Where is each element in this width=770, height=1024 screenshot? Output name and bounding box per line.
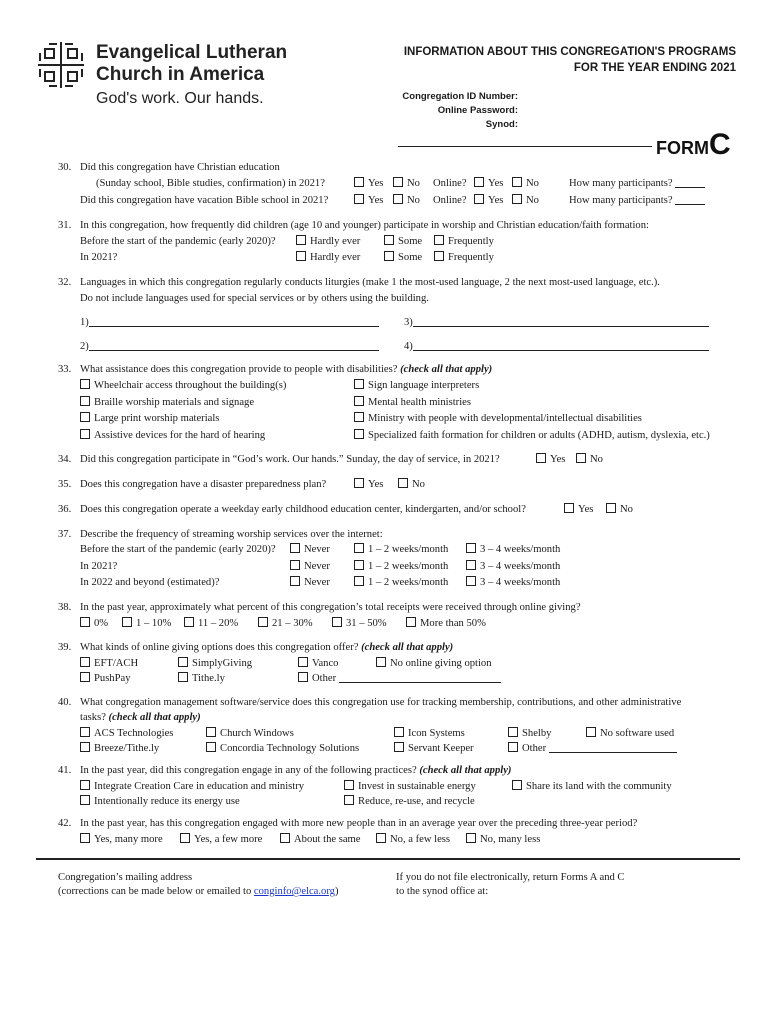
checkbox[interactable]	[564, 503, 574, 513]
q40-opt-3[interactable]	[508, 727, 551, 740]
checkbox[interactable]	[384, 235, 394, 245]
label: tasks?	[80, 712, 106, 723]
checkbox[interactable]	[258, 617, 268, 627]
q35-text: Does this congregation have a disaster preparedness plan?	[80, 479, 327, 490]
label: Servant Keeper	[408, 743, 474, 754]
q37c-opt2[interactable]	[354, 576, 448, 589]
checkbox[interactable]	[512, 194, 522, 204]
checkbox[interactable]	[376, 657, 386, 667]
label: Some	[398, 236, 423, 247]
checkbox[interactable]	[80, 617, 90, 627]
q37-row-1-label: In 2021?	[80, 561, 118, 572]
q33-opt-right-1[interactable]	[354, 396, 471, 409]
q30b-no[interactable]	[393, 194, 420, 207]
checkbox[interactable]	[298, 672, 308, 682]
checkbox[interactable]	[508, 727, 518, 737]
label: No	[590, 454, 603, 465]
q34-yes[interactable]	[536, 453, 565, 466]
checkbox[interactable]	[398, 478, 408, 488]
label: Shelby	[522, 728, 552, 739]
label: Other	[522, 743, 547, 754]
q31b-some[interactable]	[384, 251, 422, 264]
label: 31 – 50%	[346, 618, 387, 629]
label: Invest in sustainable energy	[358, 781, 476, 792]
q38-opt-5[interactable]	[406, 617, 486, 630]
checkbox[interactable]	[184, 617, 194, 627]
checkbox[interactable]	[290, 543, 300, 553]
label: (corrections can be made below or emailed to	[58, 886, 254, 897]
checkbox[interactable]	[508, 742, 518, 752]
label: Other	[312, 673, 337, 684]
q35-number: 35.	[58, 479, 72, 490]
checkbox[interactable]	[80, 833, 90, 843]
label: Yes	[578, 504, 594, 515]
form-letter: C	[709, 128, 731, 161]
checkbox[interactable]	[384, 251, 394, 261]
label: )	[334, 886, 339, 897]
label: Large print worship materials	[94, 413, 220, 424]
q32-text2: Do not include languages used for special services or by others using the building.	[80, 293, 429, 304]
checkbox[interactable]	[280, 833, 290, 843]
label: Yes	[368, 178, 384, 189]
checkbox[interactable]	[354, 543, 364, 553]
label: 21 – 30%	[272, 618, 313, 629]
label: Yes	[368, 479, 384, 490]
q31-number: 31.	[58, 220, 72, 231]
label: Never	[304, 561, 330, 572]
label: SimplyGiving	[192, 658, 253, 669]
return-instructions-line2: to the synod office at:	[396, 886, 489, 897]
q42-opt-0[interactable]	[80, 833, 163, 846]
q36-yes[interactable]	[564, 503, 593, 516]
form-label	[656, 128, 731, 162]
checkbox[interactable]	[354, 429, 364, 439]
q30-line2: Did this congregation have vacation Bible school in 2021?	[80, 195, 329, 206]
q30-text: Did this congregation have Christian education	[80, 162, 280, 173]
checkbox[interactable]	[466, 543, 476, 553]
tagline: God's work. Our hands.	[96, 90, 264, 107]
participants-field[interactable]	[675, 177, 705, 188]
label: Yes, many more	[94, 834, 163, 845]
checkbox[interactable]	[80, 672, 90, 682]
checkbox[interactable]	[80, 780, 90, 790]
q38-text: In the past year, approximately what percent of this congregation’s total receipts were received through online giving?	[80, 602, 581, 613]
q42-opt-3[interactable]	[376, 833, 450, 846]
label: About the same	[294, 834, 361, 845]
q30a-participants	[569, 177, 705, 190]
label: 0%	[94, 618, 109, 629]
q41-opt-1[interactable]	[344, 780, 476, 793]
q42-opt-1[interactable]	[180, 833, 262, 846]
q31a-frequently[interactable]	[434, 235, 494, 248]
q34-text: Did this congregation participate in “God’s work. Our hands.” Sunday, the day of service, in 2021?	[80, 454, 500, 465]
label: Frequently	[448, 236, 494, 247]
checkbox[interactable]	[80, 657, 90, 667]
q30a-online-no[interactable]	[512, 177, 539, 190]
label: Yes, a few more	[194, 834, 263, 845]
q40-number: 40.	[58, 697, 72, 708]
label: No	[526, 195, 539, 206]
q33-opt-left-2[interactable]	[80, 412, 219, 425]
label: Assistive devices for the hard of hearing	[94, 430, 266, 441]
checkbox[interactable]	[536, 453, 546, 463]
label: What kinds of online giving options does this congregation offer?	[80, 642, 359, 653]
checkbox[interactable]	[512, 177, 522, 187]
label: 1 – 10%	[136, 618, 172, 629]
label: No online giving option	[390, 658, 492, 669]
q42-opt-4[interactable]	[466, 833, 540, 846]
label: Some	[398, 252, 423, 263]
checkbox[interactable]	[296, 251, 306, 261]
checkbox[interactable]	[354, 379, 364, 389]
q30a-yes[interactable]	[354, 177, 383, 190]
checkbox[interactable]	[80, 429, 90, 439]
online-password-label: Online Password:	[437, 105, 518, 116]
label: In the past year, did this congregation engage in any of the following practices?	[80, 765, 417, 776]
label: Hardly ever	[310, 236, 361, 247]
label: Integrate Creation Care in education and ministry	[94, 781, 305, 792]
checkbox[interactable]	[290, 560, 300, 570]
language-2-field[interactable]	[89, 340, 379, 351]
label: No software used	[600, 728, 675, 739]
q30-line1: (Sunday school, Bible studies, confirmation) in 2021?	[96, 178, 325, 189]
checkbox[interactable]	[434, 251, 444, 261]
q34-no[interactable]	[576, 453, 603, 466]
q30-number: 30.	[58, 162, 72, 173]
q42-text: In the past year, has this congregation engaged with more new people than in an average year over the preceding three-year period?	[80, 818, 638, 829]
label: EFT/ACH	[94, 658, 139, 669]
checkbox[interactable]	[178, 672, 188, 682]
checkbox[interactable]	[466, 560, 476, 570]
q33-number: 33.	[58, 364, 72, 375]
label: Wheelchair access throughout the building(s)	[94, 380, 287, 391]
q41-opt-3[interactable]	[80, 795, 240, 808]
label: Yes	[550, 454, 566, 465]
q40-opt-4[interactable]	[586, 727, 674, 740]
q37a-never[interactable]	[290, 543, 330, 556]
label: No	[407, 195, 420, 206]
language-2	[80, 340, 379, 353]
form-word: FORM	[656, 138, 709, 158]
org-name-line2: Church in America	[96, 64, 265, 85]
label: Braille worship materials and signage	[94, 397, 255, 408]
q33-opt-left-3[interactable]	[80, 429, 265, 442]
checkbox[interactable]	[122, 617, 132, 627]
q36-text: Does this congregation operate a weekday early childhood education center, kindergarten, and/or school?	[80, 504, 526, 515]
q30a-online-label: Online?	[433, 178, 467, 189]
label: Yes	[488, 178, 504, 189]
checkbox[interactable]	[206, 742, 216, 752]
org-name-line1: Evangelical Lutheran	[96, 42, 288, 63]
q30b-online-no[interactable]	[512, 194, 539, 207]
q35-no[interactable]	[398, 478, 425, 491]
checkbox[interactable]	[80, 396, 90, 406]
q41-opt-4[interactable]	[344, 795, 475, 808]
q31-before-label: Before the start of the pandemic (early 2020)?	[80, 236, 276, 247]
checkbox[interactable]	[206, 727, 216, 737]
checkbox[interactable]	[80, 379, 90, 389]
q32-text1: Languages in which this congregation regularly conducts liturgies (make 1 the most-used language, 2 the next most-used language, etc.).	[80, 277, 660, 288]
label: 3 – 4 weeks/month	[480, 577, 561, 588]
checkbox[interactable]	[512, 780, 522, 790]
language-1-field[interactable]	[89, 316, 379, 327]
q40-opt-5[interactable]	[80, 742, 159, 755]
label: Icon Systems	[408, 728, 465, 739]
mailing-address-label: Congregation’s mailing address	[58, 872, 193, 883]
q42-number: 42.	[58, 818, 72, 829]
return-instructions-line1: If you do not file electronically, return Forms A and C	[396, 872, 625, 883]
check-all-note: (check all that apply)	[419, 765, 512, 776]
label: Tithe.ly	[192, 673, 225, 684]
q41-opt-0[interactable]	[80, 780, 304, 793]
q41-number: 41.	[58, 765, 72, 776]
language-4	[404, 340, 709, 353]
q38-opt-3[interactable]	[258, 617, 313, 630]
label: Yes	[488, 195, 504, 206]
q33-opt-right-0[interactable]	[354, 379, 479, 392]
checkbox[interactable]	[354, 576, 364, 586]
checkbox[interactable]	[394, 727, 404, 737]
q30a-online-yes[interactable]	[474, 177, 503, 190]
label: Mental health ministries	[368, 397, 471, 408]
q33-opt-right-2[interactable]	[354, 412, 642, 425]
checkbox[interactable]	[354, 478, 364, 488]
form-title-line1: INFORMATION ABOUT THIS CONGREGATION'S PROGRAMS	[403, 46, 736, 58]
label: Share its land with the community	[526, 781, 672, 792]
q33-opt-left-1[interactable]	[80, 396, 254, 409]
q30b-online-label: Online?	[433, 195, 467, 206]
checkbox[interactable]	[393, 194, 403, 204]
label: Frequently	[448, 252, 494, 263]
label: 1 – 2 weeks/month	[368, 544, 449, 555]
language-3-field[interactable]	[413, 316, 709, 327]
q31b-hardly[interactable]	[296, 251, 360, 264]
checkbox[interactable]	[466, 576, 476, 586]
footer-rule	[36, 858, 740, 860]
checkbox[interactable]	[354, 412, 364, 422]
label: Yes	[368, 195, 384, 206]
q36-no[interactable]	[606, 503, 633, 516]
label: No	[412, 479, 425, 490]
q31b-frequently[interactable]	[434, 251, 494, 264]
q37a-opt3[interactable]	[466, 543, 560, 556]
label: Ministry with people with developmental/intellectual disabilities	[368, 413, 642, 424]
q39-opt-2[interactable]	[298, 657, 338, 670]
checkbox[interactable]	[344, 780, 354, 790]
q37b-opt3[interactable]	[466, 560, 560, 573]
label: No, a few less	[390, 834, 451, 845]
checkbox[interactable]	[332, 617, 342, 627]
label: Specialized faith formation for children or adults (ADHD, autism, dyslexia, etc.)	[368, 430, 710, 441]
checkbox[interactable]	[296, 235, 306, 245]
q40-opt-8[interactable]	[508, 742, 677, 755]
checkbox[interactable]	[290, 576, 300, 586]
corrections-note	[58, 885, 338, 898]
checkbox[interactable]	[298, 657, 308, 667]
checkbox[interactable]	[178, 657, 188, 667]
label: How many participants?	[569, 178, 673, 189]
label: Hardly ever	[310, 252, 361, 263]
checkbox[interactable]	[354, 194, 364, 204]
checkbox[interactable]	[434, 235, 444, 245]
q40-text2	[80, 711, 201, 724]
q30b-yes[interactable]	[354, 194, 383, 207]
q31-2021-label: In 2021?	[80, 252, 118, 263]
label: 11 – 20%	[198, 618, 239, 629]
email-link[interactable]: conginfo@elca.org	[253, 886, 335, 897]
checkbox[interactable]	[394, 742, 404, 752]
q42-opt-2[interactable]	[280, 833, 361, 846]
q38-opt-0[interactable]	[80, 617, 108, 630]
checkbox[interactable]	[474, 194, 484, 204]
q31a-hardly[interactable]	[296, 235, 360, 248]
q31-text: In this congregation, how frequently did children (age 10 and younger) participate in worship and Christian education/faith formation:	[80, 220, 649, 231]
q37c-opt3[interactable]	[466, 576, 560, 589]
q37-row-0-label: Before the start of the pandemic (early 2020)?	[80, 544, 276, 555]
checkbox[interactable]	[180, 833, 190, 843]
q38-opt-4[interactable]	[332, 617, 387, 630]
q39-opt-1[interactable]	[178, 657, 252, 670]
label: Breeze/Tithe.ly	[94, 743, 160, 754]
q37-text: Describe the frequency of streaming worship services over the internet:	[80, 529, 383, 540]
q40-opt-6[interactable]	[206, 742, 359, 755]
q37a-opt2[interactable]	[354, 543, 448, 556]
label: 1 – 2 weeks/month	[368, 561, 449, 572]
q40-opt-7[interactable]	[394, 742, 474, 755]
check-all-note: (check all that apply)	[400, 364, 493, 375]
participants-field[interactable]	[675, 194, 705, 205]
elca-cross-icon	[36, 40, 86, 90]
q39-number: 39.	[58, 642, 72, 653]
label: 3)	[404, 317, 413, 328]
q38-number: 38.	[58, 602, 72, 613]
language-4-field[interactable]	[413, 340, 709, 351]
check-all-note: (check all that apply)	[361, 642, 454, 653]
label: Vanco	[312, 658, 339, 669]
q39-opt-0[interactable]	[80, 657, 138, 670]
q40-opt-2[interactable]	[394, 727, 465, 740]
label: Concordia Technology Solutions	[220, 743, 360, 754]
q40-opt-0[interactable]	[80, 727, 173, 740]
label: No	[620, 504, 633, 515]
label: Never	[304, 544, 330, 555]
checkbox[interactable]	[80, 742, 90, 752]
label: More than 50%	[420, 618, 486, 629]
label: 1 – 2 weeks/month	[368, 577, 449, 588]
q38-opt-2[interactable]	[184, 617, 238, 630]
checkbox[interactable]	[354, 177, 364, 187]
label: ACS Technologies	[94, 728, 174, 739]
checkbox[interactable]	[466, 833, 476, 843]
label: PushPay	[94, 673, 131, 684]
checkbox[interactable]	[354, 560, 364, 570]
label: Intentionally reduce its energy use	[94, 796, 240, 807]
checkbox[interactable]	[376, 833, 386, 843]
form-title-line2: FOR THE YEAR ENDING 2021	[573, 62, 736, 74]
label: 4)	[404, 341, 413, 352]
label: No	[526, 178, 539, 189]
checkbox[interactable]	[393, 177, 403, 187]
q39-opt-6[interactable]	[298, 672, 501, 685]
q30a-no[interactable]	[393, 177, 420, 190]
q33-opt-right-3[interactable]	[354, 429, 710, 442]
checkbox[interactable]	[406, 617, 416, 627]
q38-opt-1[interactable]	[122, 617, 171, 630]
label: Never	[304, 577, 330, 588]
q41-text	[80, 764, 511, 777]
label: 3 – 4 weeks/month	[480, 544, 561, 555]
label: Reduce, re-use, and recycle	[358, 796, 475, 807]
elca-logo	[36, 40, 86, 90]
other-field[interactable]	[549, 742, 677, 753]
checkbox[interactable]	[80, 727, 90, 737]
q40-text1: What congregation management software/service does this congregation use for tracking membership, contributions, and other administrative	[80, 697, 682, 708]
q34-number: 34.	[58, 454, 72, 465]
q37-number: 37.	[58, 529, 72, 540]
check-all-note: (check all that apply)	[108, 712, 201, 723]
header-rule	[398, 146, 652, 147]
label: No	[407, 178, 420, 189]
checkbox[interactable]	[80, 412, 90, 422]
language-3	[404, 316, 709, 329]
other-field[interactable]	[339, 672, 501, 683]
q37-row-2-label: In 2022 and beyond (estimated)?	[80, 577, 220, 588]
q30b-online-yes[interactable]	[474, 194, 503, 207]
synod-label: Synod:	[485, 119, 518, 130]
q36-number: 36.	[58, 504, 72, 515]
q31a-some[interactable]	[384, 235, 422, 248]
label: 3 – 4 weeks/month	[480, 561, 561, 572]
language-1	[80, 316, 379, 329]
checkbox[interactable]	[354, 396, 364, 406]
q35-yes[interactable]	[354, 478, 383, 491]
q37b-never[interactable]	[290, 560, 330, 573]
label: What assistance does this congregation provide to people with disabilities?	[80, 364, 398, 375]
q33-opt-left-0[interactable]	[80, 379, 286, 392]
checkbox[interactable]	[474, 177, 484, 187]
checkbox[interactable]	[80, 795, 90, 805]
label: Church Windows	[220, 728, 294, 739]
q32-number: 32.	[58, 277, 72, 288]
q39-text	[80, 641, 453, 654]
q39-opt-3[interactable]	[376, 657, 492, 670]
label: 2)	[80, 341, 89, 352]
congregation-id-label: Congregation ID Number:	[402, 91, 518, 102]
q33-text	[80, 363, 492, 376]
q41-opt-2[interactable]	[512, 780, 672, 793]
label: Sign language interpreters	[368, 380, 480, 391]
checkbox[interactable]	[344, 795, 354, 805]
q39-opt-4[interactable]	[80, 672, 131, 685]
checkbox[interactable]	[586, 727, 596, 737]
checkbox[interactable]	[576, 453, 586, 463]
q37b-opt2[interactable]	[354, 560, 448, 573]
q39-opt-5[interactable]	[178, 672, 225, 685]
checkbox[interactable]	[606, 503, 616, 513]
q40-opt-1[interactable]	[206, 727, 294, 740]
label: 1)	[80, 317, 89, 328]
label: No, many less	[480, 834, 541, 845]
q37c-never[interactable]	[290, 576, 330, 589]
q30b-participants	[569, 194, 705, 207]
label: How many participants?	[569, 195, 673, 206]
